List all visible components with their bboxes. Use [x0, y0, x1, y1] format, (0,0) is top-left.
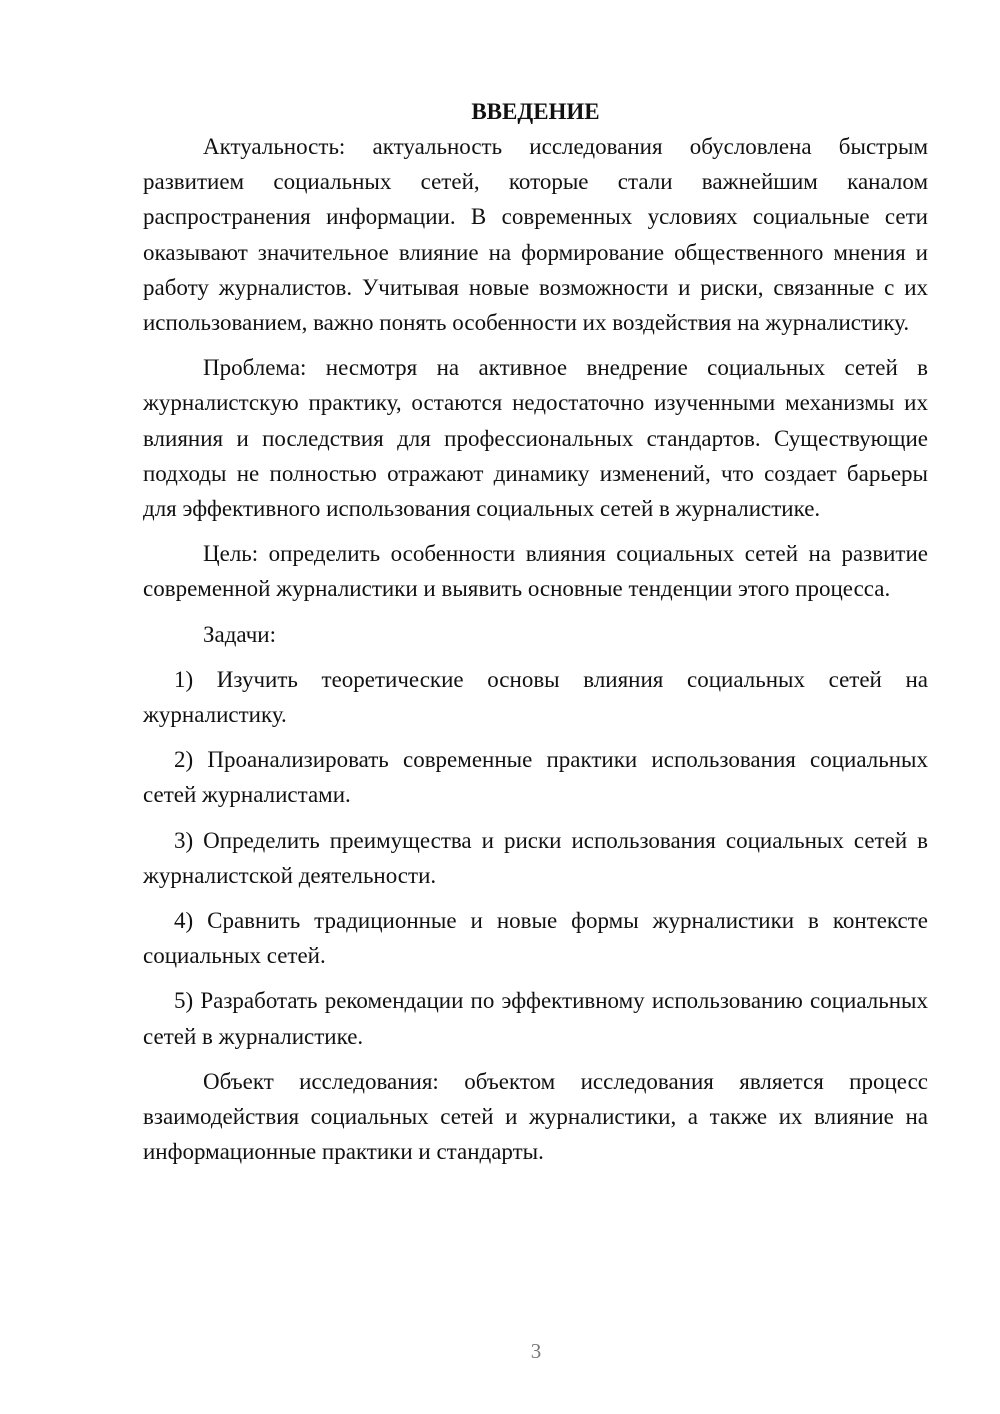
page-number: 3	[530, 1339, 542, 1363]
relevance-paragraph: Актуальность: актуальность исследования обусловлена быстрым развитием социальных сетей, которые стали важнейшим каналом распространения информации. В современных условиях социальные сети оказывают значительное влияние на формирование общественного мнения и работу журналистов. Учитывая новые возможности и риски, связанные с их использованием, важно понять особенности их воздействия на журналистику.	[143, 134, 928, 336]
page-footer	[0, 1334, 1000, 1369]
task-item: 3) Определить преимущества и риски использования социальных сетей в журналистской деятельности.	[143, 827, 928, 888]
tasks-list	[143, 662, 928, 1054]
task-item: 2) Проанализировать современные практики использования социальных сетей журналистами.	[143, 747, 928, 808]
task-item: 1) Изучить теоретические основы влияния социальных сетей на журналистику.	[143, 666, 928, 728]
task-item: 5) Разработать рекомендации по эффективному использованию социальных сетей в журналистике.	[143, 988, 928, 1049]
object-paragraph: Объект исследования: объектом исследования является процесс взаимодействия социальных сетей и журналистики, а также их влияние на информационные практики и стандарты.	[143, 1068, 928, 1165]
page-content	[143, 94, 928, 1179]
goal-paragraph: Цель: определить особенности влияния социальных сетей на развитие современной журналистики и выявить основные тенденции этого процесса.	[143, 541, 928, 602]
problem-paragraph: Проблема: несмотря на активное внедрение социальных сетей в журналистскую практику, остаются недостаточно изученными механизмы их влияния и последствия для профессиональных стандартов. Существующие подходы не полностью отражают динамику изменений, что создает барьеры для эффективного использования социальных сетей в журналистике.	[143, 355, 928, 522]
task-item: 4) Сравнить традиционные и новые формы журналистики в контексте социальных сетей.	[143, 908, 928, 969]
tasks-heading: Задачи:	[203, 621, 276, 647]
section-title: ВВЕДЕНИЕ	[471, 99, 600, 124]
